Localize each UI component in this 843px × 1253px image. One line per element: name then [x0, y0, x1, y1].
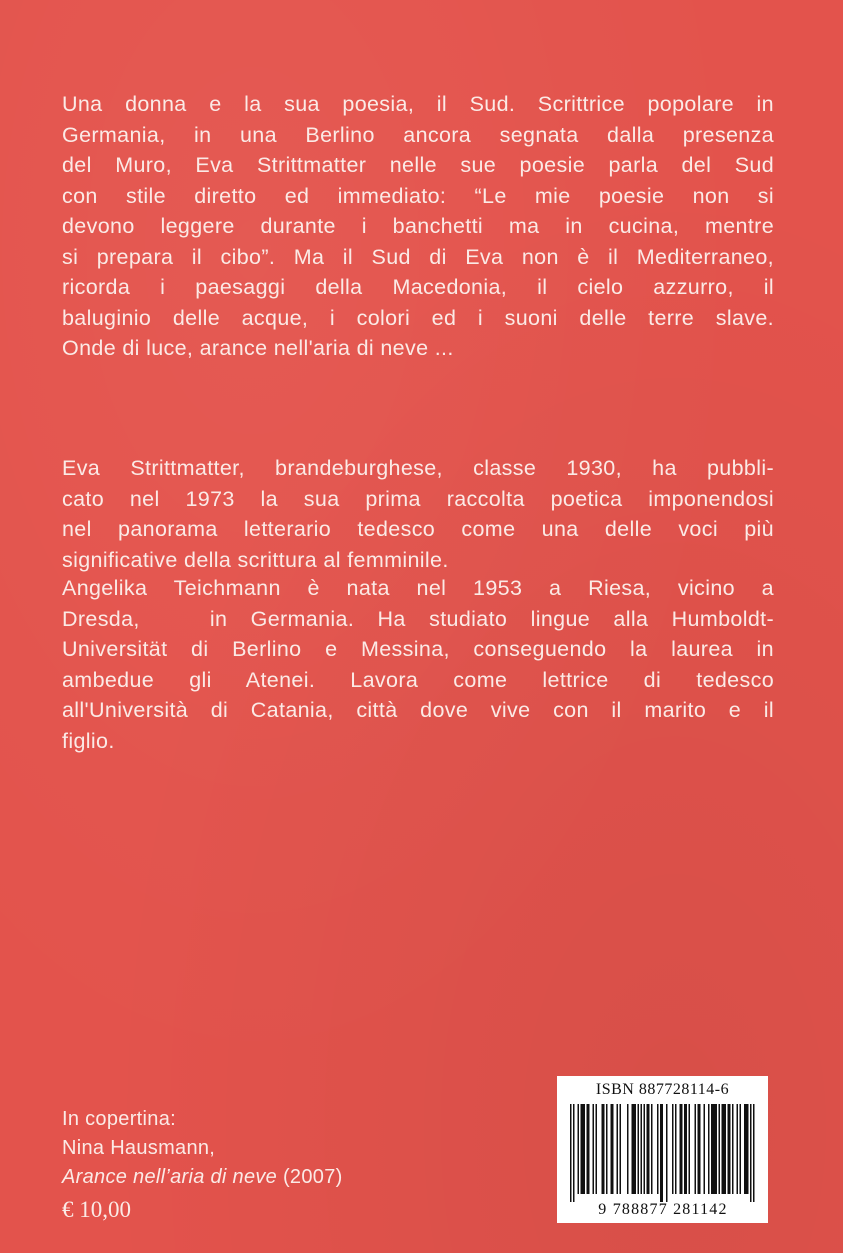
synopsis-line: si prepara il cibo”. Ma il Sud di Eva non è il Mediterraneo,: [62, 244, 774, 269]
cover-credit-artwork: [62, 1163, 343, 1192]
synopsis-line: Onde di luce, arance nell'aria di neve ...: [62, 336, 454, 360]
barcode-bar: [680, 1104, 683, 1194]
barcode-bar: [632, 1104, 637, 1194]
barcode-bar: [647, 1104, 650, 1194]
isbn-number: ISBN 887728114-6: [595, 1081, 730, 1098]
author-bio-line: cato nel 1973 la sua prima raccolta poetica imponendosi: [62, 486, 774, 511]
barcode-bar: [744, 1104, 749, 1194]
synopsis-line: devono leggere durante i banchetti ma in cucina, mentre: [62, 214, 774, 238]
barcode-bar: [750, 1104, 752, 1202]
synopsis-line: con stile diretto ed immediato: “Le mie poesie non si: [62, 183, 774, 208]
barcode-bar: [672, 1104, 674, 1194]
barcode-bars: [570, 1104, 756, 1202]
barcode-bar: [641, 1104, 643, 1194]
isbn-barcode-panel: [557, 1076, 768, 1223]
barcode-bar: [660, 1104, 663, 1202]
barcode-bar: [611, 1104, 614, 1194]
translator-bio-line: Dresda, in Germania. Ha studiato lingue alla Humboldt-: [62, 606, 774, 631]
translator-bio-line: Angelika Teichmann è nata nel 1953 a Riesa, vicino a: [62, 576, 774, 600]
barcode-bar: [587, 1104, 590, 1194]
synopsis-line: ricorda i paesaggi della Macedonia, il cielo azzurro, il: [62, 275, 774, 299]
synopsis-line: Una donna e la sua poesia, il Sud. Scrittrice popolare in: [62, 92, 774, 116]
barcode-bar: [732, 1104, 734, 1194]
price-label: € 10,00: [62, 1197, 131, 1222]
barcode-bar: [719, 1104, 721, 1194]
barcode-bar: [581, 1104, 586, 1194]
barcode-bar: [638, 1104, 640, 1194]
cover-credit-artist: Nina Hausmann,: [62, 1137, 216, 1159]
barcode-bar: [570, 1104, 572, 1202]
barcode-bar: [578, 1104, 580, 1194]
barcode-bar: [573, 1104, 575, 1202]
barcode-bar: [602, 1104, 605, 1194]
translator-bio-line: figlio.: [62, 728, 115, 753]
artwork-year: (2007): [277, 1166, 343, 1188]
author-bio-line: nel panorama letterario tedesco come una delle voci più: [62, 517, 774, 541]
translator-bio-paragraph: [62, 573, 774, 756]
barcode-bar: [644, 1104, 646, 1194]
author-bio-line: significative della scrittura al femminile.: [62, 547, 449, 572]
barcode-bar: [728, 1104, 731, 1194]
author-bio-paragraph: [62, 453, 774, 575]
artwork-title: Arance nell’aria di neve: [62, 1166, 278, 1188]
barcode-bar: [657, 1104, 659, 1194]
barcode-bar: [753, 1104, 755, 1202]
barcode-bar: [698, 1104, 701, 1194]
synopsis-line: baluginio delle acque, i colori ed i suoni delle terre slave.: [62, 305, 774, 330]
barcode-bar: [606, 1104, 608, 1194]
cover-credit-label: In copertina:: [62, 1108, 176, 1130]
barcode-bar: [711, 1104, 717, 1194]
author-bio-line: Eva Strittmatter, brandeburghese, classe 1930, ha pubbli-: [62, 456, 774, 480]
barcode-bar: [684, 1104, 687, 1194]
barcode-bar: [689, 1104, 691, 1194]
synopsis-line: del Muro, Eva Strittmatter nelle sue poesie parla del Sud: [62, 153, 774, 177]
barcode-bar: [651, 1104, 653, 1194]
barcode-bar: [737, 1104, 739, 1194]
barcode-bar: [620, 1104, 622, 1194]
barcode-bar: [593, 1104, 595, 1194]
barcode-bar: [704, 1104, 706, 1194]
barcode-bar: [722, 1104, 727, 1194]
barcode-bar: [695, 1104, 697, 1194]
barcode-bar: [675, 1104, 677, 1194]
barcode-bar: [666, 1104, 668, 1202]
barcode-bar: [627, 1104, 629, 1194]
barcode-bar: [617, 1104, 619, 1194]
cover-credit: [62, 1105, 343, 1192]
translator-bio-line: ambedue gli Atenei. Lavora come lettrice di tedesco: [62, 667, 774, 692]
barcode-bar: [740, 1104, 742, 1194]
barcode-bar: [708, 1104, 710, 1194]
translator-bio-line: Universität di Berlino e Messina, conseguendo la laurea in: [62, 637, 774, 661]
synopsis-paragraph: [62, 89, 774, 364]
barcode-bar: [596, 1104, 598, 1194]
synopsis-line: Germania, in una Berlino ancora segnata dalla presenza: [62, 122, 774, 147]
translator-bio-line: all'Università di Catania, città dove vive con il marito e il: [62, 698, 774, 722]
ean-number: 9 788877 281142: [598, 1201, 728, 1218]
